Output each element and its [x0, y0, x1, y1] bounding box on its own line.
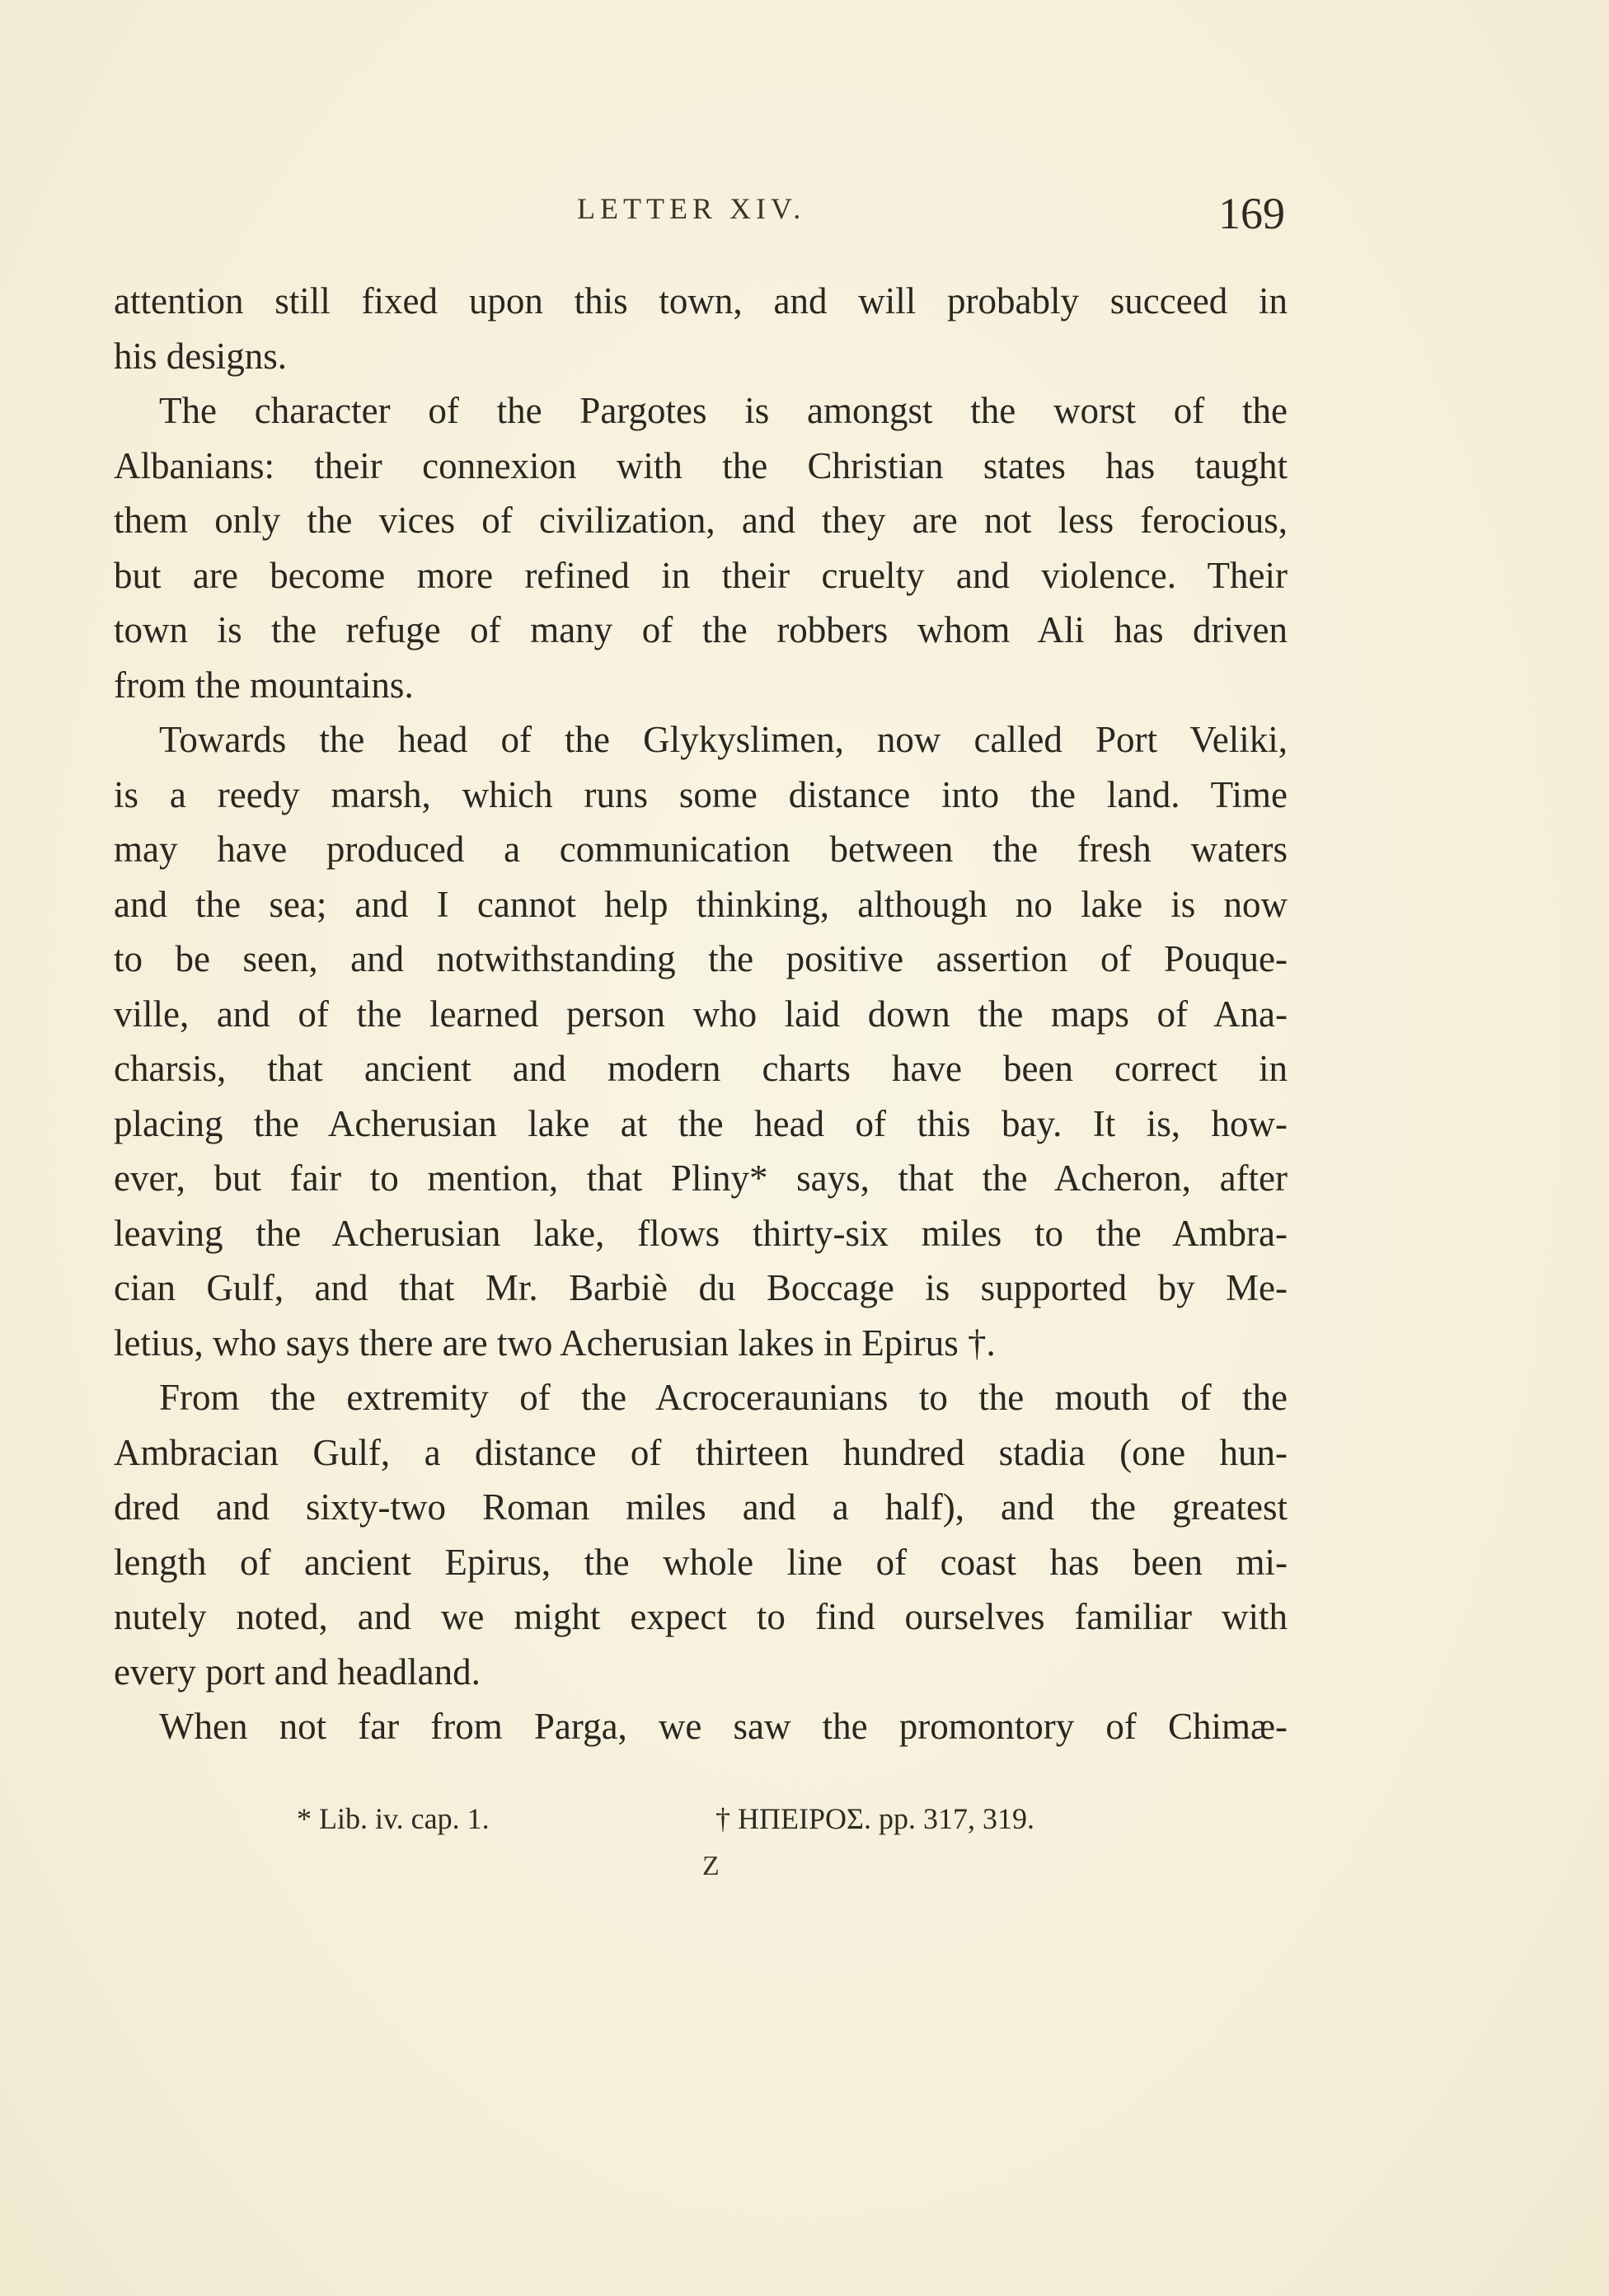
- text-line: The character of the Pargotes is amongst the worst of the: [159, 390, 1288, 431]
- text-line: Albanians: their connexion with the Christian states has taught: [114, 444, 1288, 486]
- text-line: may have produced a communication between the fresh waters: [114, 829, 1288, 870]
- text-line: them only the vices of civilization, and they are not less ferocious,: [114, 500, 1288, 541]
- footnote-epirus: † ΗΠΕΙΡΟΣ. pp. 317, 319.: [715, 1802, 1034, 1835]
- text-line: attention still fixed upon this town, and will probably succeed in: [114, 280, 1288, 322]
- text-line: Towards the head of the Glykyslimen, now called Port Veliki,: [159, 719, 1288, 760]
- text-line: charsis, that ancient and modern charts have been correct in: [114, 1048, 1288, 1089]
- text-line: length of ancient Epirus, the whole line of coast has been mi-: [114, 1541, 1288, 1583]
- text-line: cian Gulf, and that Mr. Barbiè du Boccage is supported by Me-: [114, 1267, 1288, 1308]
- text-line: but are become more refined in their cruelty and violence. Their: [114, 554, 1288, 596]
- text-line: every port and headland.: [114, 1650, 481, 1693]
- text-line: dred and sixty-two Roman miles and a half), and the greatest: [114, 1486, 1288, 1528]
- page-number: 169: [1218, 189, 1285, 238]
- text-line: ever, but fair to mention, that Pliny* says, that the Acheron, after: [114, 1157, 1288, 1199]
- text-line: placing the Acherusian lake at the head of this bay. It is, how-: [114, 1102, 1288, 1144]
- text-line: When not far from Parga, we saw the promontory of Chimæ-: [159, 1706, 1288, 1747]
- text-line: ville, and of the learned person who laid down the maps of Ana-: [114, 993, 1288, 1035]
- running-head: LETTER XIV.: [577, 192, 806, 225]
- text-line: nutely noted, and we might expect to find ourselves familiar with: [114, 1596, 1288, 1637]
- footnote-pliny: * Lib. iv. cap. 1.: [297, 1802, 490, 1835]
- text-line: and the sea; and I cannot help thinking, although no lake is now: [114, 883, 1288, 925]
- text-line: town is the refuge of many of the robbers whom Ali has driven: [114, 609, 1288, 650]
- text-line: from the mountains.: [114, 664, 414, 706]
- text-line: leaving the Acherusian lake, flows thirty-six miles to the Ambra-: [114, 1212, 1288, 1254]
- text-line: Ambracian Gulf, a distance of thirteen hundred stadia (one hun-: [114, 1431, 1288, 1473]
- text-line: is a reedy marsh, which runs some distance into the land. Time: [114, 773, 1288, 815]
- body-text: [114, 274, 1288, 1754]
- signature-mark: Z: [702, 1851, 720, 1881]
- text-line: letius, who says there are two Acherusian lakes in Epirus †.: [114, 1322, 996, 1364]
- text-line: to be seen, and notwithstanding the positive assertion of Pouque-: [114, 938, 1288, 979]
- text-line: From the extremity of the Acroceraunians to the mouth of the: [159, 1377, 1288, 1418]
- text-line: his designs.: [114, 335, 288, 377]
